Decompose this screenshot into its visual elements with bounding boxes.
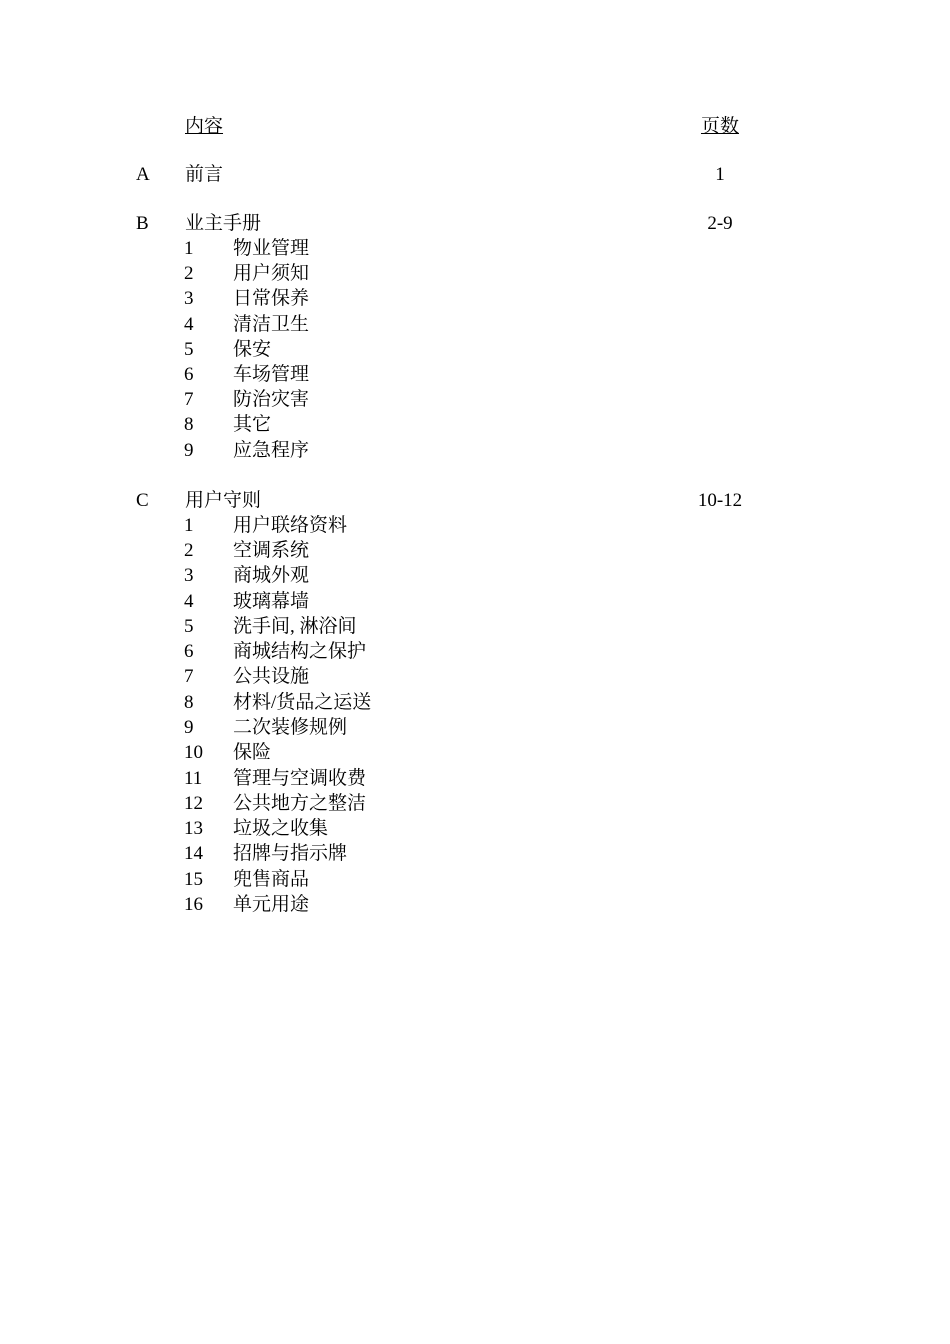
item-number: 5	[184, 339, 194, 360]
item-text: 商城外观	[233, 565, 310, 586]
item-text: 商城结构之保护	[233, 641, 367, 662]
item-number: 3	[184, 565, 194, 586]
item-text: 防治灾害	[233, 389, 310, 410]
item-number: 10	[184, 742, 203, 763]
list-item	[0, 513, 950, 538]
toc-header	[0, 114, 950, 139]
list-item	[0, 387, 950, 412]
list-item	[0, 892, 950, 917]
item-text: 日常保养	[233, 288, 310, 309]
list-item	[0, 867, 950, 892]
list-item	[0, 690, 950, 715]
list-item	[0, 438, 950, 463]
item-text: 其它	[233, 414, 272, 435]
list-item	[0, 563, 950, 588]
item-number: 12	[184, 793, 203, 814]
list-item	[0, 816, 950, 841]
item-number: 1	[184, 515, 194, 536]
item-number: 16	[184, 894, 203, 915]
list-item	[0, 412, 950, 437]
section-a	[0, 162, 950, 187]
item-text: 兜售商品	[233, 869, 310, 890]
item-number: 9	[184, 440, 194, 461]
item-number: 5	[184, 616, 194, 637]
list-item	[0, 740, 950, 765]
item-text: 空调系统	[233, 540, 310, 561]
item-text: 物业管理	[233, 238, 310, 259]
item-number: 6	[184, 641, 194, 662]
item-number: 3	[184, 288, 194, 309]
list-item	[0, 639, 950, 664]
list-item	[0, 337, 950, 362]
list-item	[0, 261, 950, 286]
item-number: 2	[184, 263, 194, 284]
list-item	[0, 589, 950, 614]
section-pages: 1	[715, 164, 725, 185]
item-text: 保险	[233, 742, 272, 763]
item-number: 2	[184, 540, 194, 561]
section-letter: C	[136, 490, 149, 511]
item-number: 4	[184, 591, 194, 612]
list-item	[0, 362, 950, 387]
list-item	[0, 841, 950, 866]
item-text: 材料/货品之运送	[233, 692, 372, 713]
item-text: 公共设施	[233, 666, 310, 687]
item-text: 洗手间, 淋浴间	[233, 616, 357, 637]
section-pages: 2-9	[707, 213, 733, 234]
section-c	[0, 488, 950, 513]
content-heading: 内容	[185, 116, 224, 137]
list-item	[0, 664, 950, 689]
item-number: 8	[184, 692, 194, 713]
list-item	[0, 286, 950, 311]
section-letter: B	[136, 213, 149, 234]
item-number: 15	[184, 869, 203, 890]
item-text: 保安	[233, 339, 272, 360]
list-item	[0, 791, 950, 816]
item-text: 二次装修规例	[233, 717, 348, 738]
list-item	[0, 766, 950, 791]
item-number: 8	[184, 414, 194, 435]
item-text: 用户须知	[233, 263, 310, 284]
section-pages: 10-12	[697, 490, 743, 511]
item-text: 管理与空调收费	[233, 768, 367, 789]
item-number: 13	[184, 818, 203, 839]
item-number: 4	[184, 314, 194, 335]
item-number: 7	[184, 389, 194, 410]
list-item	[0, 614, 950, 639]
section-letter: A	[136, 164, 150, 185]
item-text: 单元用途	[233, 894, 310, 915]
item-number: 7	[184, 666, 194, 687]
item-number: 14	[184, 843, 203, 864]
item-text: 公共地方之整洁	[233, 793, 367, 814]
section-title: 用户守则	[185, 490, 262, 511]
item-number: 1	[184, 238, 194, 259]
pages-heading: 页数	[700, 116, 739, 137]
list-item	[0, 538, 950, 563]
item-text: 玻璃幕墙	[233, 591, 310, 612]
item-text: 垃圾之收集	[233, 818, 329, 839]
item-text: 用户联络资料	[233, 515, 348, 536]
item-number: 9	[184, 717, 194, 738]
item-text: 应急程序	[233, 440, 310, 461]
item-text: 车场管理	[233, 364, 310, 385]
item-number: 11	[184, 768, 203, 789]
item-text: 招牌与指示牌	[233, 843, 348, 864]
section-b	[0, 211, 950, 236]
section-title: 业主手册	[185, 213, 262, 234]
section-title: 前言	[185, 164, 224, 185]
list-item	[0, 715, 950, 740]
list-item	[0, 236, 950, 261]
item-number: 6	[184, 364, 194, 385]
list-item	[0, 312, 950, 337]
item-text: 清洁卫生	[233, 314, 310, 335]
